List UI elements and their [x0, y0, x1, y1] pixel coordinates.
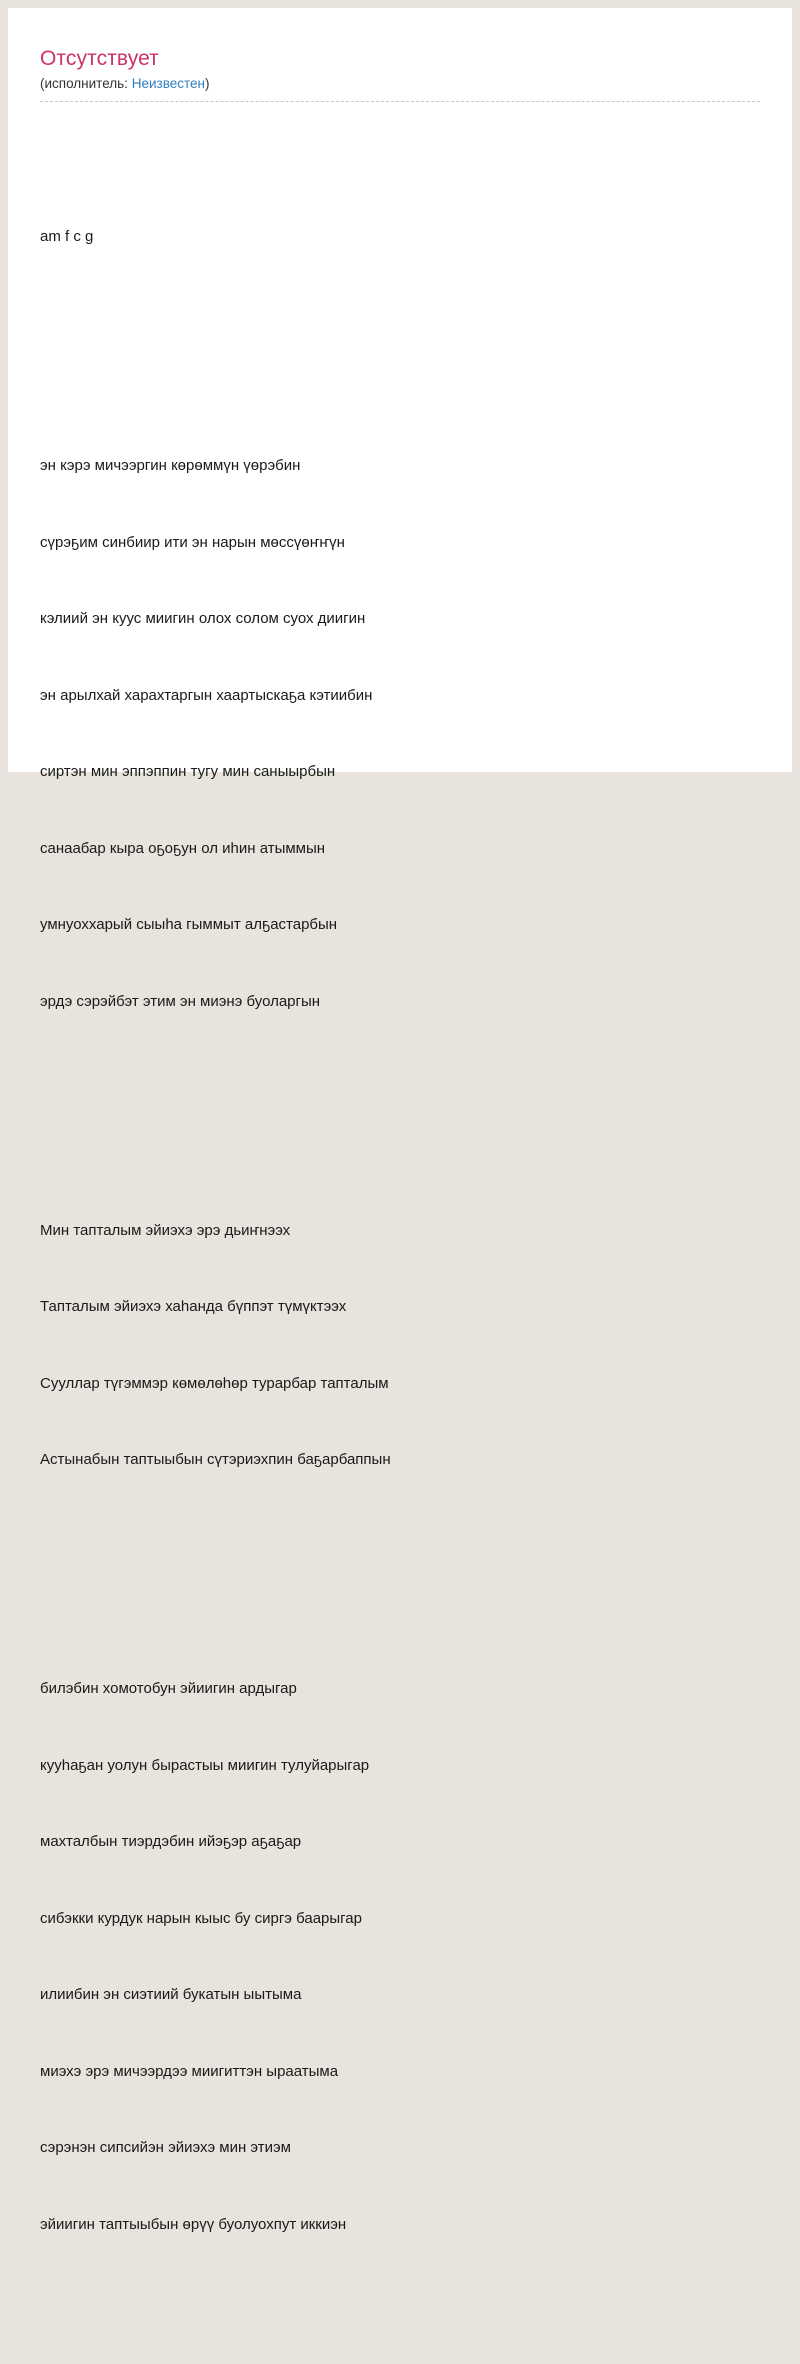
lyrics-line: эйиигин таптыыбын өрүү буолуохпут иккиэн — [40, 2215, 347, 2233]
lyrics-stanza-1 — [40, 402, 760, 1065]
lyrics-line: сибэкки курдук нарын кыыс бу сиргэ баарыгар — [40, 1909, 362, 1927]
lyrics-line: Тапталым эйиэхэ хаһанда бүппэт түмүктээх — [40, 1298, 347, 1315]
lyrics-body — [40, 122, 760, 2364]
page-content — [8, 8, 792, 2364]
artist-line — [40, 76, 760, 102]
lyrics-stanza-3 — [40, 1625, 760, 2288]
lyrics-page — [8, 8, 792, 2233]
lyrics-stanza-2 — [40, 1167, 760, 1524]
chords-line — [40, 173, 760, 301]
lyrics-line: эн арылхай харахтаргын хаартыскаҕа кэтиибин — [40, 686, 373, 704]
lyrics-line: билэбин хомотобун эйиигин ардыгар — [40, 1680, 297, 1697]
lyrics-line: Астынабын таптыыбын сүтэриэхпин баҕарбаппын — [40, 1451, 391, 1468]
artist-link[interactable]: Неизвестен — [131, 76, 205, 91]
lyrics-line: сэрэнэн сипсийэн эйиэхэ мин этиэм — [40, 2139, 291, 2156]
chords-text: am f c g — [40, 228, 94, 245]
lyrics-line: умнуоххарый сыыһа гыммыт алҕастарбын — [40, 916, 338, 933]
lyrics-line: миэхэ эрэ мичээрдээ миигиттэн ыраатыма — [40, 2062, 339, 2080]
lyrics-line: илиибин эн сиэтиий букатын ыытыма — [40, 1986, 302, 2003]
lyrics-line: эн кэрэ мичээргин көрөммүн үөрэбин — [40, 457, 301, 474]
lyrics-line: Мин тапталым эйиэхэ эрэ дьиҥнээх — [40, 1221, 291, 1239]
lyrics-line: кэлиий эн куус миигин олох солом суох диигин — [40, 610, 366, 627]
lyrics-line: махталбын тиэрдэбин ийэҕэр аҕаҕар — [40, 1833, 302, 1850]
lyrics-line: эрдэ сэрэйбэт этим эн миэнэ буоларгын — [40, 992, 321, 1010]
page-title: Отсутствует — [40, 47, 159, 70]
lyrics-line: сиртэн мин эппэппин тугу мин саныырбын — [40, 763, 336, 780]
artist-suffix-label: ) — [204, 76, 210, 91]
lyrics-line: санаабар кыра оҕоҕун ол иһин атыммын — [40, 839, 326, 857]
artist-prefix-label: (исполнитель: — [40, 76, 128, 91]
lyrics-line: Сууллар түгэммэр көмөлөһөр турарбар тапталым — [40, 1374, 389, 1392]
lyrics-line: сүрэҕим синбиир ити эн нарын мөссүөҥҥүн — [40, 533, 345, 551]
lyrics-line: кууһаҕан уолун бырастыы миигин тулуйарыгар — [40, 1756, 370, 1774]
